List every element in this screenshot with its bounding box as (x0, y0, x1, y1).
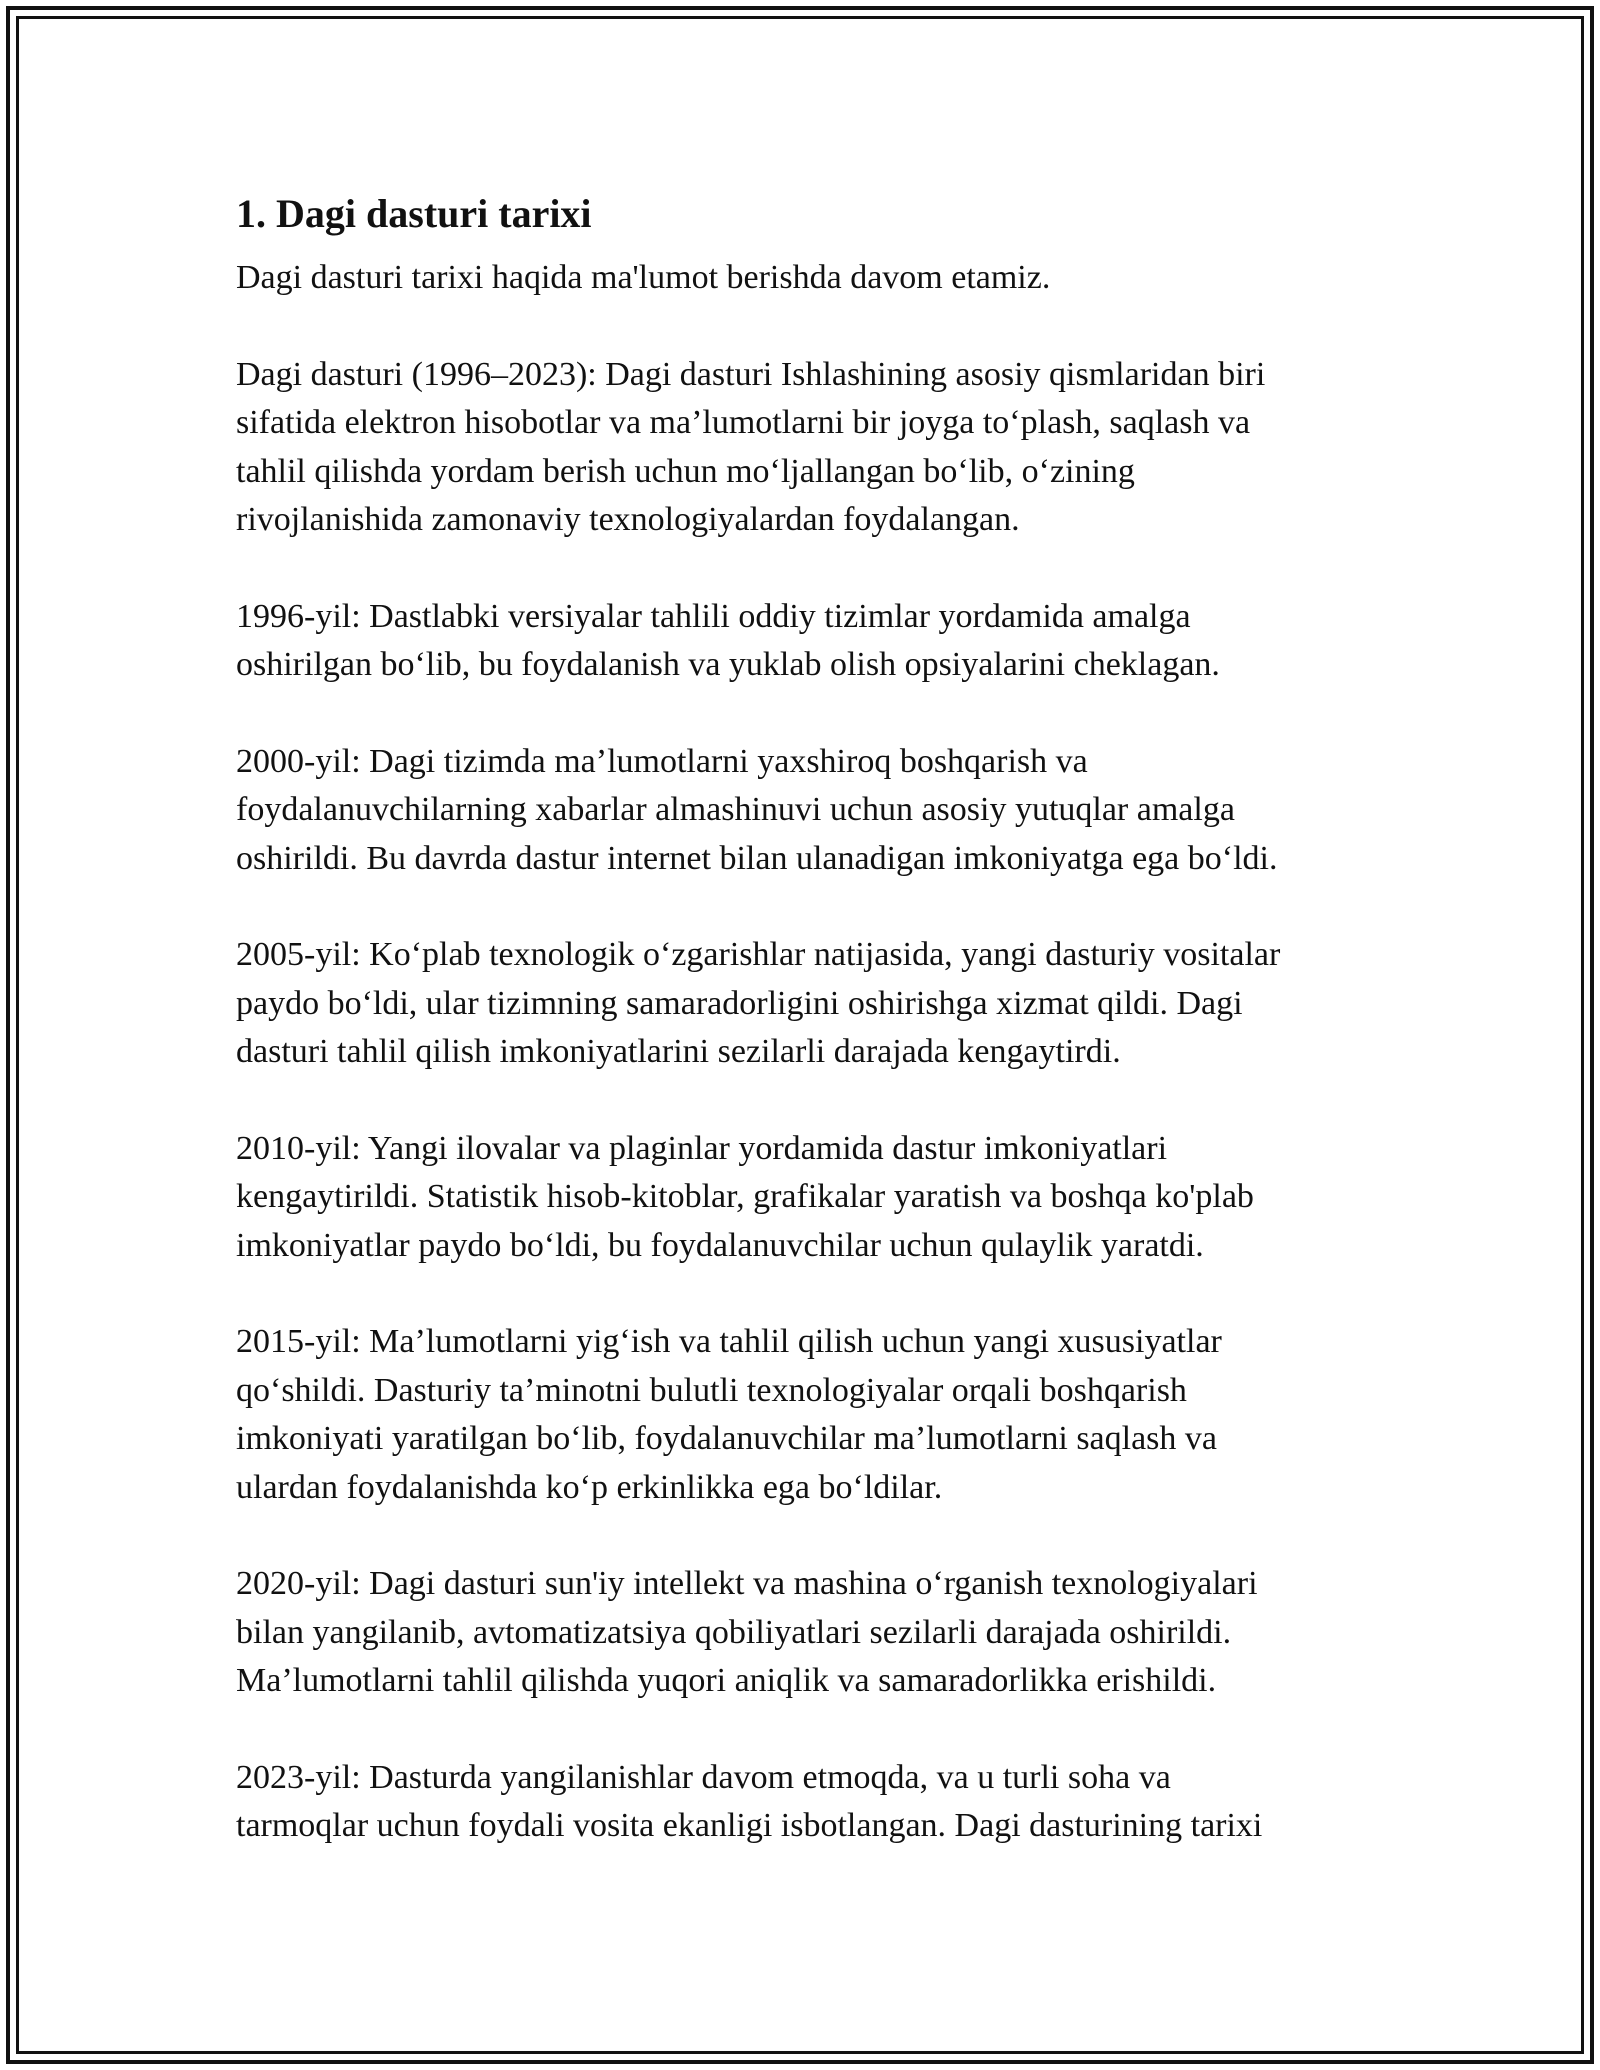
year-2005-paragraph: 2005-yil: Ko‘plab texnologik o‘zgarishlar natijasida, yangi dasturiy vositalar paydo bo‘ldi, ular tizimning samaradorligini oshirishga xizmat qildi. Dagi dasturi tahlil qilish imkoniyatlarini sezilarli darajada kengaytirdi. (236, 936, 1281, 1070)
year-2010-paragraph: 2010-yil: Yangi ilovalar va plaginlar yordamida dastur imkoniyatlari kengaytirildi. Statistik hisob-kitoblar, grafikalar yaratish va boshqa ko'plab imkoniyatlar paydo bo‘ldi, bu foydalanuvchilar uchun qulaylik yaratdi. (236, 1129, 1254, 1264)
document-body (236, 184, 1416, 1851)
year-2000-paragraph: 2000-yil: Dagi tizimda ma’lumotlarni yaxshiroq boshqarish va foydalanuvchilarning xabarlar almashinuvi uchun asosiy yutuqlar amalga oshirildi. Bu davrda dastur internet bilan ulanadigan imkoniyatga ega bo‘ldi. (236, 742, 1278, 877)
section-heading: 1. Dagi dasturi tarixi (236, 191, 592, 236)
year-2015-paragraph: 2015-yil: Ma’lumotlarni yig‘ish va tahlil qilish uchun yangi xususiyatlar qo‘shildi. Dasturiy ta’minotni bulutli texnologiyalar orqali boshqarish imkoniyati yaratilgan bo‘lib, foydalanuvchilar ma’lumotlarni saqlash va ulardan foydalanishda ko‘p erkinlikka ega bo‘ldilar. (236, 1323, 1222, 1506)
year-1996-paragraph: 1996-yil: Dastlabki versiyalar tahlili oddiy tizimlar yordamida amalga oshirilgan bo‘lib, bu foydalanish va yuklab olish opsiyalarini cheklagan. (236, 597, 1220, 683)
overview-paragraph: Dagi dasturi (1996–2023): Dagi dasturi Ishlashining asosiy qismlaridan biri sifatida elektron hisobotlar va ma’lumotlarni bir joyga to‘plash, saqlash va tahlil qilishda yordam berish uchun mo‘ljallangan bo‘lib, o‘zining rivojlanishida zamonaviy texnologiyalardan foydalangan. (236, 355, 1266, 538)
year-2020-paragraph: 2020-yil: Dagi dasturi sun'iy intellekt va mashina o‘rganish texnologiyalari bilan yangilanib, avtomatizatsiya qobiliyatlari sezilarli darajada oshirildi. Ma’lumotlarni tahlil qilishda yuqori aniqlik va samaradorlikka erishildi. (236, 1565, 1258, 1699)
intro-paragraph: Dagi dasturi tarixi haqida ma'lumot berishda davom etamiz. (236, 259, 1051, 296)
year-2023-paragraph: 2023-yil: Dasturda yangilanishlar davom etmoqda, va u turli soha va tarmoqlar uchun foydali vosita ekanligi isbotlangan. Dagi dasturining tarixi (236, 1758, 1263, 1844)
